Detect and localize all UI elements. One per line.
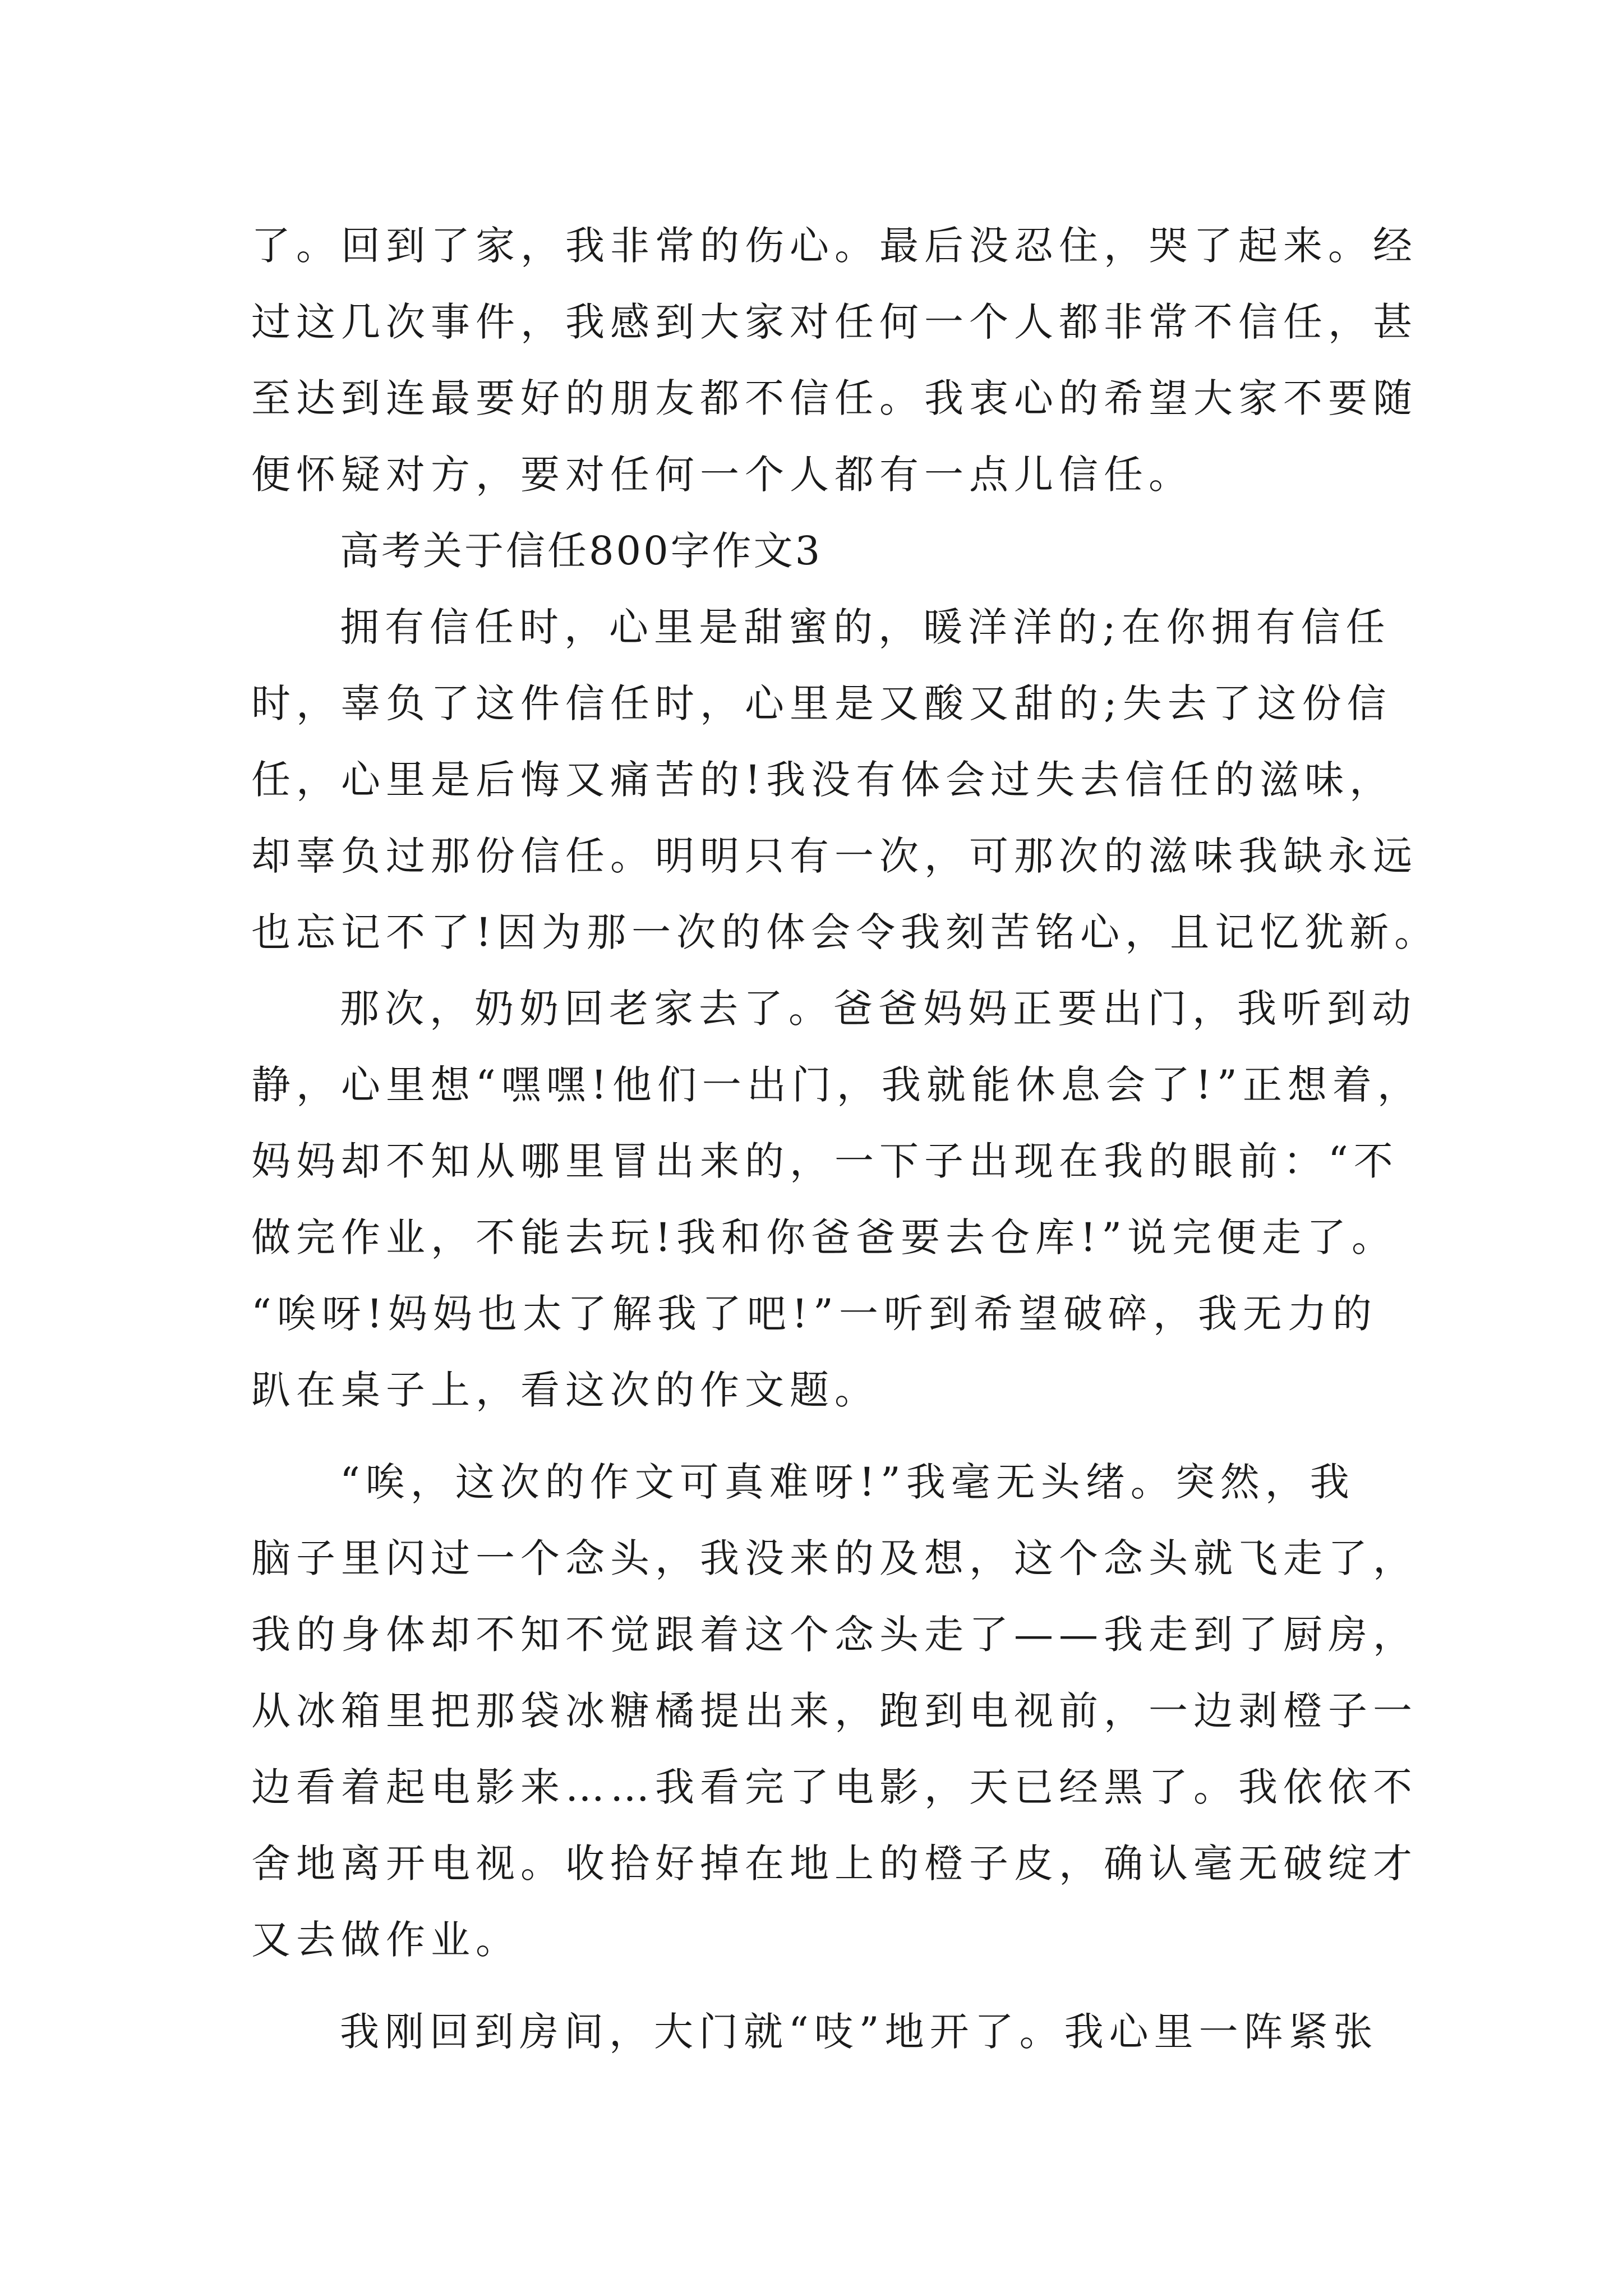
- paragraph-continuation: [251, 208, 1418, 513]
- text-line: 又去做作业。: [251, 1917, 520, 1963]
- text-line: “唉呀!妈妈也太了解我了吧!”一听到希望破碎，我无力的: [251, 1291, 1377, 1337]
- paragraph: [251, 970, 1422, 1428]
- text-line: 便怀疑对方，要对任何一个人都有一点儿信任。: [251, 452, 1193, 498]
- text-line: 边看着起电影来……我看完了电影，天已经黑了。我依依不: [251, 1764, 1418, 1810]
- paragraph: [251, 1444, 1418, 1978]
- text-line: 也忘记不了!因为那一次的体会令我刻苦铭心，且记忆犹新。: [251, 909, 1440, 955]
- text-line: 妈妈却不知从哪里冒出来的，一下子出现在我的眼前：“不: [251, 1138, 1399, 1184]
- text-line: 趴在桌子上，看这次的作文题。: [251, 1367, 879, 1413]
- text-line: 至达到连最要好的朋友都不信任。我衷心的希望大家不要随: [251, 375, 1418, 421]
- text-line: “唉，这次的作文可真难呀!”我毫无头绪。突然，我: [340, 1459, 1355, 1505]
- text-line: 却辜负过那份信任。明明只有一次，可那次的滋味我缺永远: [251, 833, 1418, 879]
- text-line: 那次，奶奶回老家去了。爸爸妈妈正要出门，我听到动: [340, 986, 1417, 1032]
- text-line: 静，心里想“嘿嘿!他们一出门，我就能休息会了!”正想着，: [251, 1062, 1422, 1108]
- text-line: 舍地离开电视。收拾好掉在地上的橙子皮，确认毫无破绽才: [251, 1841, 1418, 1887]
- heading-text: 高考关于信任800字作文3: [340, 528, 823, 574]
- text-line: 拥有信任时，心里是甜蜜的，暖洋洋的;在你拥有信任: [340, 604, 1391, 650]
- paragraph: [251, 589, 1440, 970]
- text-line: 做完作业，不能去玩!我和你爸爸要去仓库!”说完便走了。: [251, 1214, 1397, 1260]
- paragraph-spacer: [251, 1428, 1395, 1444]
- text-line: 从冰箱里把那袋冰糖橘提出来，跑到电视前，一边剥橙子一: [251, 1688, 1418, 1734]
- text-line: 我的身体却不知不觉跟着这个念头走了——我走到了厨房，: [251, 1612, 1418, 1658]
- document-body: [251, 208, 1440, 2070]
- section-heading: [251, 513, 1395, 589]
- text-line: 时，辜负了这件信任时，心里是又酸又甜的;失去了这份信: [251, 680, 1392, 726]
- text-line: 任，心里是后悔又痛苦的!我没有体会过失去信任的滋味，: [251, 757, 1395, 803]
- text-line: 我刚回到房间，大门就“吱”地开了。我心里一阵紧张: [340, 2009, 1378, 2055]
- text-line: 了。回到了家，我非常的伤心。最后没忍住，哭了起来。经: [251, 223, 1418, 269]
- text-line: 脑子里闪过一个念头，我没来的及想，这个念头就飞走了，: [251, 1535, 1418, 1581]
- paragraph-spacer: [251, 1978, 1395, 1994]
- text-line: 过这几次事件，我感到大家对任何一个人都非常不信任，甚: [251, 299, 1418, 345]
- paragraph: [251, 1994, 1395, 2070]
